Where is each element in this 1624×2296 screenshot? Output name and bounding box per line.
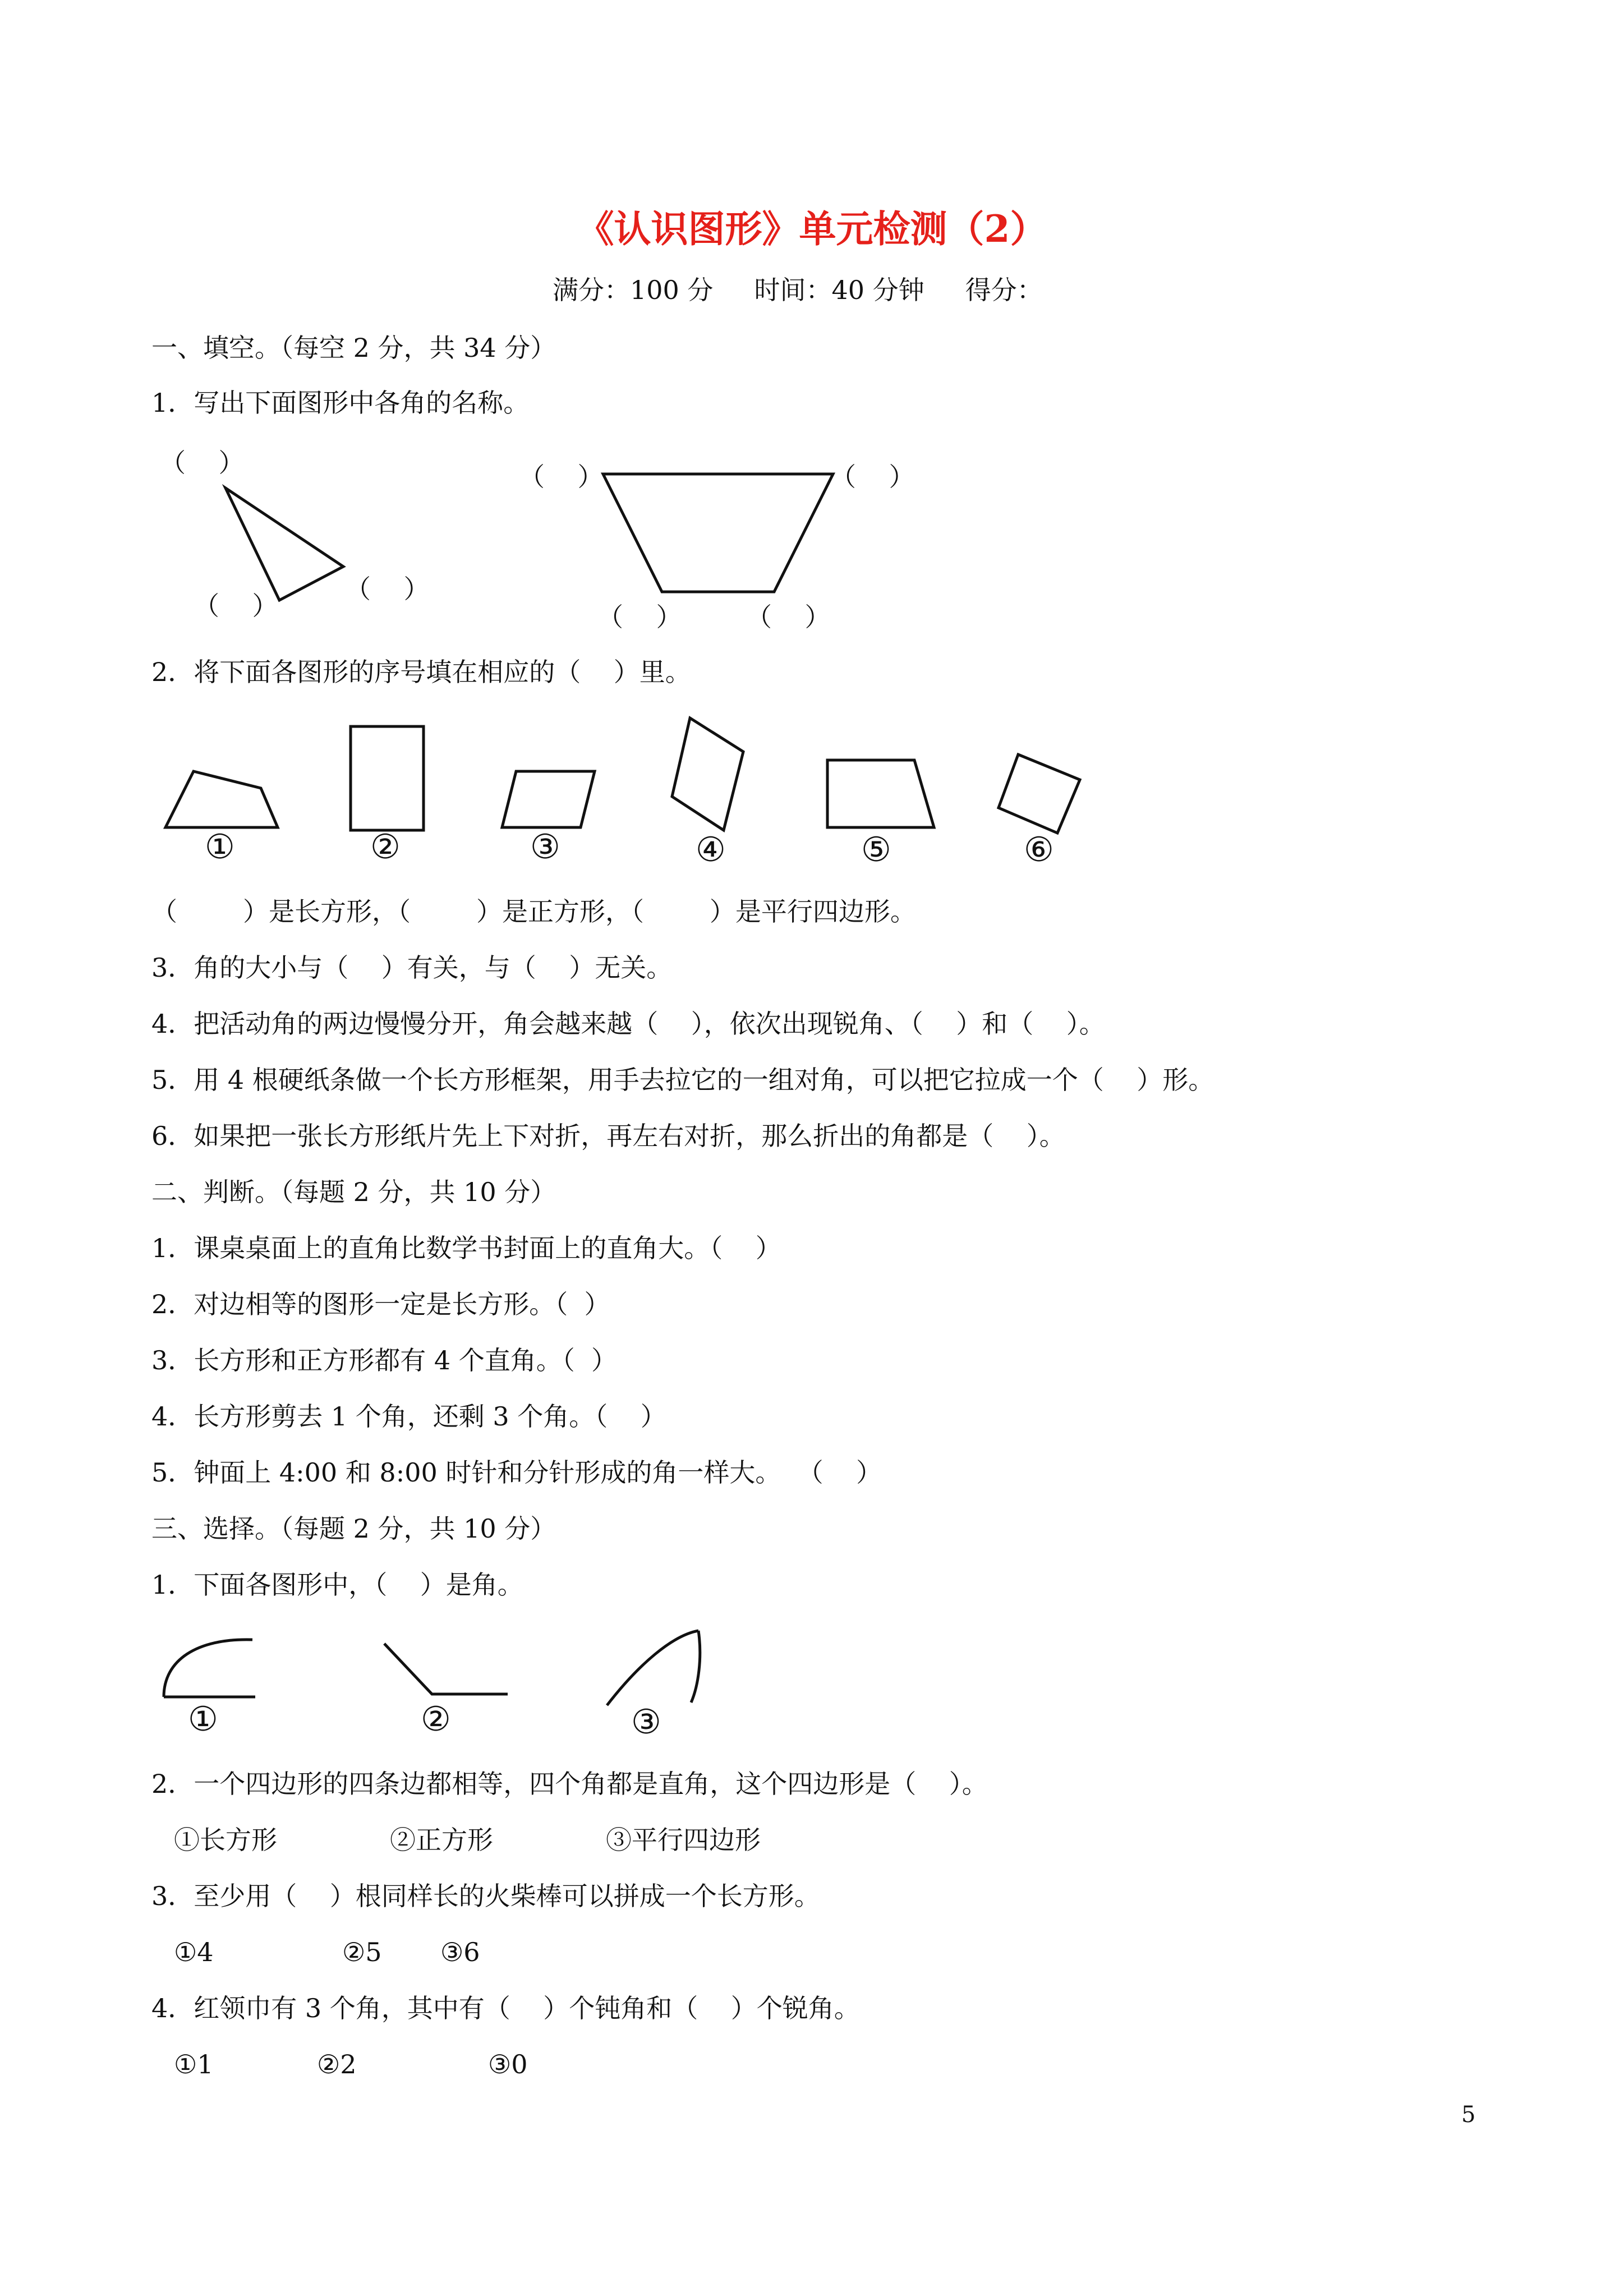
- s3-question-3: 3．至少用（ ）根同样长的火柴棒可以拼成一个长方形。: [151, 1881, 820, 1911]
- s1-question-2: 2．将下面各图形的序号填在相应的（ ）里。: [151, 657, 691, 687]
- s3-q3-option-1: ①4: [174, 1937, 214, 1967]
- score-info: 满分：100 分 时间：40 分钟 得分：: [553, 275, 1043, 305]
- s1-question-5: 5．用 4 根硬纸条做一个长方形框架，用手去拉它的一组对角，可以把它拉成一个（ ）形。: [151, 1065, 1214, 1095]
- s1-question-4: 4．把活动角的两边慢慢分开，角会越来越（ ），依次出现锐角、（ ）和（ ）。: [151, 1009, 1105, 1039]
- s3-q2-option-1: ①长方形: [174, 1825, 277, 1855]
- s3-question-4: 4．红领巾有 3 个角，其中有（ ）个钝角和（ ）个锐角。: [151, 1993, 860, 2023]
- shape-label-3: ③: [530, 827, 560, 867]
- s3-q3-option-2: ②5: [342, 1937, 382, 1967]
- s2-item-5: 5．钟面上 4:00 和 8:00 时针和分针形成的角一样大。 （ ）: [151, 1457, 882, 1488]
- s3-question-1: 1．下面各图形中，（ ）是角。: [151, 1570, 523, 1600]
- choice-label-3: ③: [631, 1703, 661, 1742]
- shape-label-4: ④: [696, 830, 726, 869]
- triangle-figure: [213, 477, 359, 606]
- trapezoid-figure: [597, 468, 839, 597]
- choice-1-curve-figure: [157, 1630, 264, 1703]
- section-1-heading: 一、填空。（每空 2 分，共 34 分）: [151, 333, 556, 363]
- shape-4-rhombus: [668, 712, 752, 836]
- s2-item-4: 4．长方形剪去 1 个角，还剩 3 个角。（ ）: [151, 1401, 666, 1432]
- page-number: 5: [1461, 2102, 1476, 2128]
- s3-q4-option-1: ①1: [174, 2049, 214, 2079]
- section-2-heading: 二、判断。（每题 2 分，共 10 分）: [151, 1177, 556, 1207]
- s1-question-2-answer: （ ）是长方形，（ ）是正方形，（ ）是平行四边形。: [151, 896, 916, 927]
- blank-triangle-top[interactable]: （ ）: [160, 448, 245, 478]
- s2-item-3: 3．长方形和正方形都有 4 个直角。（ ）: [151, 1345, 618, 1375]
- choice-label-2: ②: [421, 1700, 451, 1739]
- shape-5-trapezoid: [822, 754, 940, 833]
- shape-label-2: ②: [370, 827, 401, 867]
- choice-3-curve-figure: [600, 1624, 707, 1714]
- blank-trapezoid-bottom-right[interactable]: （ ）: [746, 602, 831, 632]
- s1-question-6: 6．如果把一张长方形纸片先上下对折，再左右对折，那么折出的角都是（ ）。: [151, 1121, 1065, 1151]
- blank-triangle-bottom[interactable]: （ ）: [194, 591, 278, 621]
- shape-label-1: ①: [205, 827, 235, 867]
- blank-trapezoid-top-right[interactable]: （ ）: [830, 462, 915, 492]
- s3-q4-option-3: ③0: [488, 2049, 528, 2079]
- s3-q4-option-2: ②2: [317, 2049, 357, 2079]
- blank-trapezoid-top-left[interactable]: （ ）: [519, 462, 604, 492]
- shape-3-parallelogram: [499, 766, 600, 833]
- choice-label-1: ①: [188, 1700, 218, 1739]
- choice-2-angle-figure: [379, 1638, 513, 1705]
- blank-triangle-right[interactable]: （ ）: [345, 574, 430, 604]
- blank-trapezoid-bottom-left[interactable]: （ ）: [597, 602, 682, 632]
- s3-question-2: 2．一个四边形的四条边都相等，四个角都是直角，这个四边形是（ ）。: [151, 1769, 988, 1799]
- shape-6-square: [993, 749, 1088, 839]
- shape-label-5: ⑤: [861, 830, 891, 869]
- section-3-heading: 三、选择。（每题 2 分，共 10 分）: [151, 1513, 556, 1544]
- page-title: 《认识图形》单元检测（2）: [577, 207, 1047, 251]
- s3-q2-option-3: ③平行四边形: [606, 1825, 761, 1855]
- s2-item-1: 1．课桌桌面上的直角比数学书封面上的直角大。（ ）: [151, 1233, 781, 1263]
- shape-2-rectangle: [345, 721, 429, 833]
- s1-question-1: 1．写出下面图形中各角的名称。: [151, 388, 530, 418]
- shape-1-quadrilateral: [160, 766, 283, 833]
- s3-q3-option-3: ③6: [440, 1937, 480, 1967]
- shape-label-6: ⑥: [1024, 830, 1054, 869]
- s2-item-2: 2．对边相等的图形一定是长方形。（ ）: [151, 1289, 610, 1319]
- s1-question-3: 3．角的大小与（ ）有关，与（ ）无关。: [151, 953, 673, 983]
- s3-q2-option-2: ②正方形: [390, 1825, 493, 1855]
